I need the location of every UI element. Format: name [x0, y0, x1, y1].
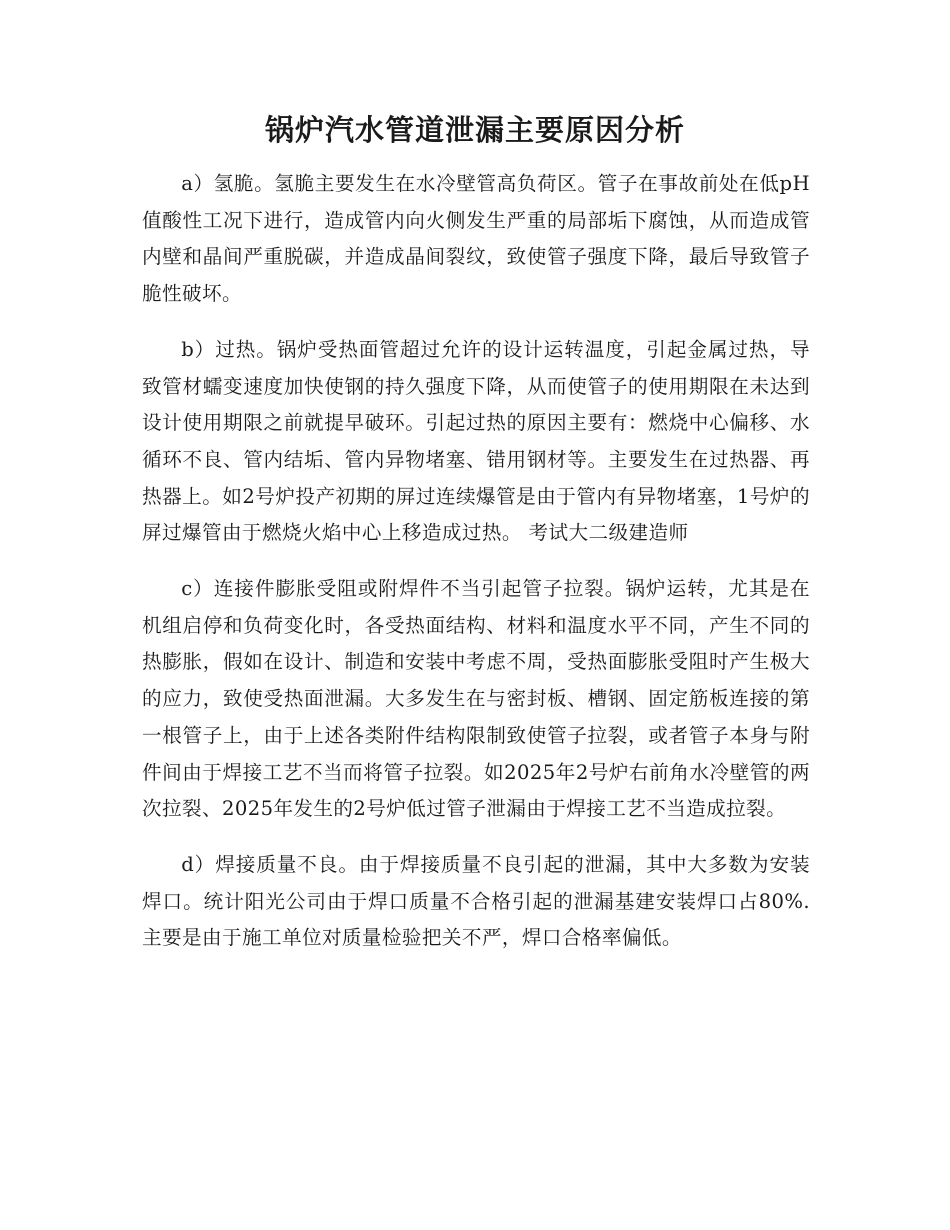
paragraph-d-welding-quality: d）焊接质量不良。由于焊接质量不良引起的泄漏，其中大多数为安装焊口。统计阳光公司由于焊口质量不合格引起的泄漏基建安装焊口占80%.主要是由于施工单位对质量检验把关不严，焊口合格率偏低。	[142, 852, 810, 950]
paragraph-b-overheating: b）过热。锅炉受热面管超过允许的设计运转温度，引起金属过热，导致管材蠕变速度加快使钢的持久强度下降，从而使管子的使用期限在未达到设计使用期限之前就提早破环。引起过热的原因主要有：燃烧中心偏移、水循环不良、管内结垢、管内异物堵塞、错用钢材等。主要发生在过热器、再热器上。如2号炉投产初期的屏过连续爆管是由于管内有异物堵塞，1号炉的屏过爆管由于燃烧火焰中心上移造成过热。 考试大二级建造师	[142, 337, 810, 545]
document-body	[142, 166, 810, 976]
paragraph-c-expansion-cracking: c）连接件膨胀受阻或附焊件不当引起管子拉裂。锅炉运转，尤其是在机组启停和负荷变化时，各受热面结构、材料和温度水平不同，产生不同的热膨胀，假如在设计、制造和安装中考虑不周，受热面膨胀受阻时产生极大的应力，致使受热面泄漏。大多发生在与密封板、槽钢、固定筋板连接的第一根管子上，由于上述各类附件结构限制致使管子拉裂，或者管子本身与附件间由于焊接工艺不当而将管子拉裂。如2025年2号炉右前角水冷壁管的两次拉裂、2025年发生的2号炉低过管子泄漏由于焊接工艺不当造成拉裂。	[142, 577, 810, 821]
paragraph-a-hydrogen-embrittlement: a）氢脆。氢脆主要发生在水冷壁管高负荷区。管子在事故前处在低pH值酸性工况下进行，造成管内向火侧发生严重的局部垢下腐蚀，从而造成管内壁和晶间严重脱碳，并造成晶间裂纹，致使管子强度下降，最后导致管子脆性破坏。	[142, 172, 810, 306]
document-title: 锅炉汽水管道泄漏主要原因分析	[264, 113, 685, 147]
